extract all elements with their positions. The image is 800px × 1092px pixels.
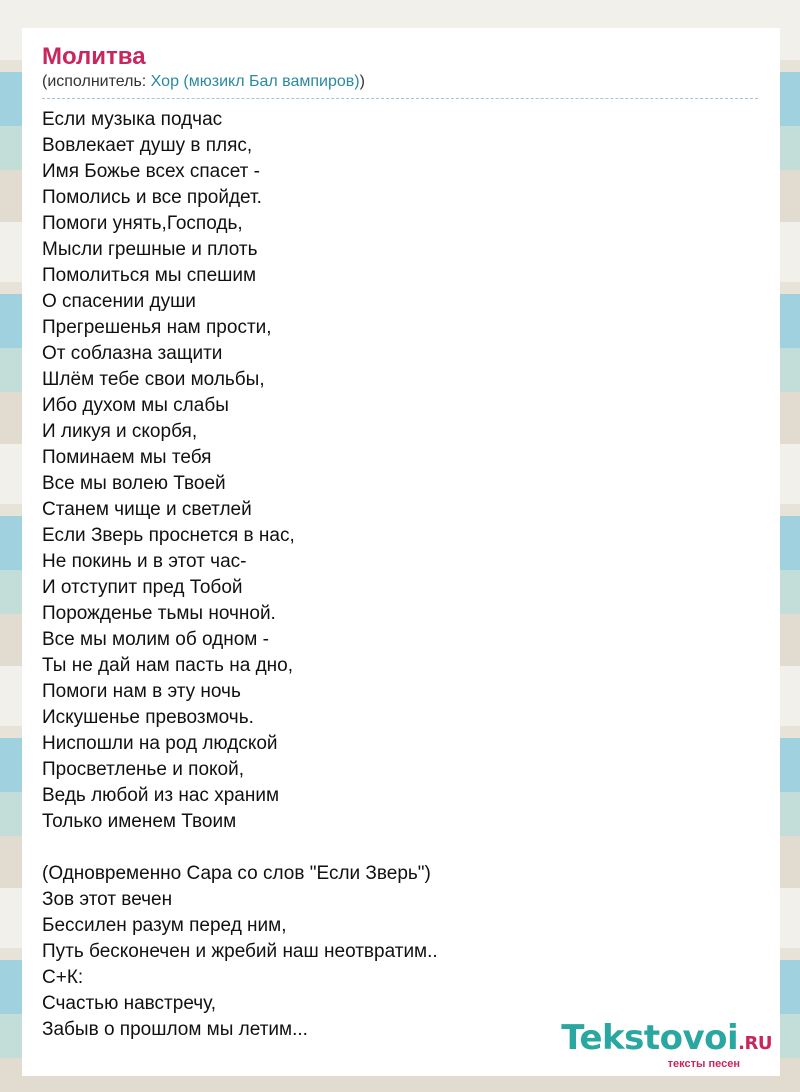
lyric-line: Если музыка подчас	[42, 109, 223, 130]
lyric-line: Путь бесконечен и жребий наш неотвратим..	[42, 941, 438, 962]
lyric-line: Помоги нам в эту ночь	[42, 681, 241, 702]
performer-suffix: )	[359, 73, 365, 90]
lyric-line: Вовлекает душу в пляс,	[42, 135, 253, 156]
lyric-line: Счастью навстречу,	[42, 993, 217, 1014]
lyric-line: (Одновременно Сара со слов "Если Зверь")	[42, 863, 431, 884]
lyric-line: Станем чище и светлей	[42, 499, 252, 520]
lyric-line	[42, 835, 760, 861]
lyric-line: Ты не дай нам пасть на дно,	[42, 655, 293, 676]
lyric-line: Бессилен разум перед ним,	[42, 915, 287, 936]
lyric-line: Только именем Твоим	[42, 811, 237, 832]
performer-prefix: (исполнитель:	[42, 73, 151, 90]
lyric-line: Помоги унять,Господь,	[42, 213, 243, 234]
performer-link[interactable]: Хор (мюзикл Бал вампиров)	[150, 73, 360, 90]
lyric-line: Искушенье превозмочь.	[42, 707, 254, 728]
lyric-line: Мысли грешные и плоть	[42, 239, 258, 260]
lyric-line: Все мы волею Твоей	[42, 473, 226, 494]
song-title: Молитва	[42, 43, 146, 70]
lyric-line: И ликуя и скорбя,	[42, 421, 198, 442]
logo-name: Tekstovoi	[561, 1018, 739, 1058]
lyric-line: От соблазна защити	[42, 343, 223, 364]
lyric-line: Все мы молим об одном -	[42, 629, 269, 650]
lyric-line: Ведь любой из нас храним	[42, 785, 280, 806]
lyrics-text	[42, 107, 760, 1043]
lyric-line: Просветленье и покой,	[42, 759, 245, 780]
lyric-line: Прегрешенья нам прости,	[42, 317, 272, 338]
lyric-line: Ниспошли на род людской	[42, 733, 278, 754]
lyric-line: Зов этот вечен	[42, 889, 173, 910]
lyric-line: Не покинь и в этот час-	[42, 551, 247, 572]
lyric-line: Поминаем мы тебя	[42, 447, 212, 468]
lyric-line: Забыв о прошлом мы летим...	[42, 1019, 308, 1040]
lyric-line: Ибо духом мы слабы	[42, 395, 229, 416]
lyric-line: Шлём тебе свои мольбы,	[42, 369, 265, 390]
lyric-line: Имя Божье всех спасет -	[42, 161, 260, 182]
lyrics-panel	[22, 28, 780, 1076]
lyric-line: Порожденье тьмы ночной.	[42, 603, 276, 624]
lyric-line: С+К:	[42, 967, 84, 988]
lyric-line: Если Зверь проснется в нас,	[42, 525, 295, 546]
logo-tagline: тексты песен	[667, 1058, 740, 1070]
site-logo[interactable]	[561, 1020, 772, 1070]
lyric-line: И отступит пред Тобой	[42, 577, 243, 598]
logo-tld: .RU	[738, 1033, 772, 1054]
performer-line	[42, 72, 758, 99]
lyric-line: Помолись и все пройдет.	[42, 187, 262, 208]
lyric-line: Помолиться мы спешим	[42, 265, 257, 286]
lyric-line: О спасении души	[42, 291, 196, 312]
